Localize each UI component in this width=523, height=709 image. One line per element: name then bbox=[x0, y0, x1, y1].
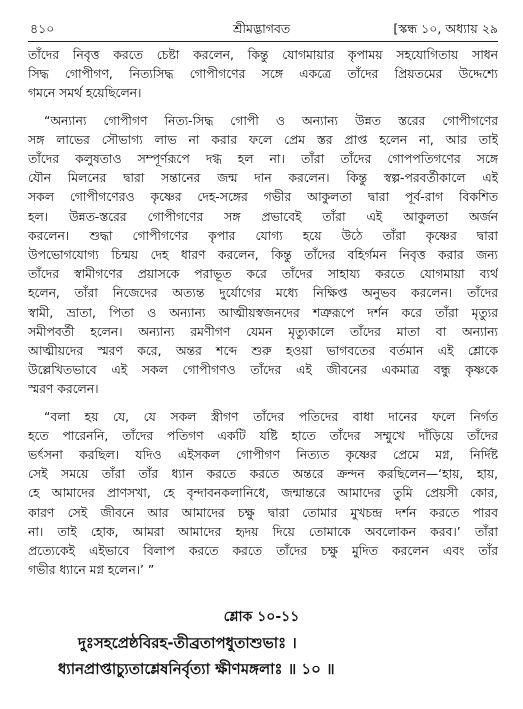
text-line: ভর্ৎসনা করছিল। যদিও এইসকল গোপীগণ নিত্যত কৃষ্ণের প্রেমে মগ্ন, নির্দিষ্ট bbox=[28, 448, 498, 463]
text-line: প্রত্যেকেই এইভাবে বিলাপ করতে করতে তাঁদের চক্ষু মুদিত করলেন এবং তাঁর bbox=[28, 544, 498, 559]
page-header bbox=[28, 20, 498, 38]
paragraph bbox=[28, 408, 498, 581]
purport-text bbox=[28, 46, 498, 580]
text-line: সঙ্গ লাভের সৌভাগ্য লাভ না করার ফলে প্রেম স্তর প্রাপ্ত হলেন না, আর তাই bbox=[28, 132, 498, 147]
chapter-reference: [স্কন্ধ ১০, অধ্যায় ২৯ bbox=[393, 21, 498, 36]
text-line: সমীপবর্তী হলেন। অন্যান্য রমণীগণ যেমন মৃত্যুকালে তাঁদের মাতা বা অন্যান্য bbox=[28, 324, 498, 339]
paragraph bbox=[28, 46, 498, 104]
text-line: কারণ সেই জীবনে আর আমাদের চক্ষু দ্বারা তোমার মুখচন্দ্র দর্শন করতে পারব bbox=[28, 505, 498, 520]
verse-line: দুঃসহপ্রেষ্ঠবিরহ-তীব্রতাপধুতাশুভাঃ । bbox=[78, 634, 297, 652]
text-line: উল্লেখিতভাবে এই সকল গোপীগণও তাঁদের এই জীবনের একমাত্র বন্ধু কৃষ্ণকে bbox=[28, 363, 498, 378]
text-line: হল। উন্নত-স্তরের গোপীগণের সঙ্গ প্রভাবেই তাঁরা এই আকুলতা অর্জন bbox=[28, 209, 498, 224]
text-line: হে আমাদের প্রাণসখা, হে বৃন্দাবনকলানিধে, জন্মান্তরে আমাদের তুমি প্রেয়সী কোর, bbox=[28, 486, 498, 501]
text-line: সকল গোপীগণেরও কৃষ্ণের দেহ-সঙ্গের গভীর আকুলতা দ্বারা পূর্ব-রাগ বিকশিত bbox=[28, 190, 498, 205]
text-line: আত্মীয়দের স্মরণ করে, অন্তর শব্দে শুরু হওয়া ভাগবতের বর্তমান এই শ্লোকে bbox=[28, 344, 498, 359]
text-line: সিদ্ধ গোপীগণ, নিত্যসিদ্ধ গোপীগণের সঙ্গে একত্রে তাঁদের প্রিয়তমের উদ্দেশ্যে bbox=[28, 67, 498, 82]
text-line: হলেন, তাঁরা নিজেদের অত্যন্ত দুর্যোগের মধ্যে নিক্ষিপ্ত অনুভব করলেন। তাঁদের bbox=[28, 286, 498, 301]
verse-line: ধ্যানপ্রাপ্তাচ্যুতাশ্লেষনির্বৃত্যা ক্ষীণমঙ্গলাঃ ॥ ১০ ॥ bbox=[58, 660, 335, 678]
text-line: না। তাই হোক, আমরা আমাদের হৃদয় দিয়ে তোমাকে অবলোকন করব।’ তাঁরা bbox=[28, 524, 498, 539]
paragraph bbox=[28, 112, 498, 400]
book-title: শ্রীমদ্ভাগবত bbox=[233, 21, 291, 36]
text-line: সেই সময়ে তাঁরা তাঁর ধ্যান করতে করতে অন্তরে ক্রন্দন করছিলেন—‘হায়, হায়, bbox=[28, 467, 498, 482]
text-line: স্মরণ করলেন। bbox=[28, 382, 99, 397]
text-line: তাঁদের স্বামীগণের প্রয়াসকে পরাভূত করে তাঁদের সাহায্য করতে যোগমায়া ব্যর্থ bbox=[28, 267, 498, 282]
text-line: উপভোগযোগ্য চিন্ময় দেহ ধারণ করলেন, কিন্তু তাঁদের বহির্গমন নিবৃত্ত করার জন্য bbox=[28, 248, 498, 263]
text-line: যৌন মিলনের দ্বারা সন্তানের জন্ম দান করলেন। কিন্তু স্বল্প-পরবর্তীকালে এই bbox=[28, 171, 498, 186]
text-line: হতে পারেননি, তাঁদের পতিগণ একটি যষ্টি হাতে তাঁদের সম্মুখে দাঁড়িয়ে তাঁদের bbox=[28, 428, 498, 443]
text-line: গভীর ধ্যানে মগ্ন হলেন।’ ” bbox=[28, 563, 155, 578]
verse-heading: শ্লোক ১০-১১ bbox=[223, 609, 300, 625]
header-rule bbox=[28, 41, 498, 42]
text-line: “বলা হয় যে, যে সকল স্ত্রীগণ তাঁদের পতিদের বাধা দানের ফলে নির্গত bbox=[44, 409, 498, 424]
text-line: “অন্যান্য গোপীগণ নিত্য-সিদ্ধ গোপী ও অন্যান্য উন্নত স্তরের গোপীগণের bbox=[44, 113, 498, 128]
text-line: তাঁদের কলুষতাও সম্পূর্ণরূপে দগ্ধ হল না। তাঁরা তাঁদের গোপপতিগণের সঙ্গে bbox=[28, 152, 498, 167]
page-number: ৪১০ bbox=[30, 21, 55, 36]
sanskrit-verse bbox=[58, 630, 478, 682]
text-line: তাঁদের নিবৃত্ত করতে চেষ্টা করলেন, কিন্তু যোগমায়ার কৃপাময় সহযোগিতায় সাধন bbox=[28, 48, 498, 62]
text-line: গমনে সমর্থ হয়েছিলেন। bbox=[28, 86, 142, 101]
text-line: স্বামী, ভ্রাতা, পিতা ও অন্যান্য আত্মীয়স্বজনদের শত্রুরূপে দর্শন করে তাঁরা মৃত্যুর bbox=[28, 305, 498, 320]
text-line: করলেন। শুদ্ধা গোপীগণের কৃপার যোগ্য হয়ে উঠে তাঁরা কৃষ্ণের দ্বারা bbox=[28, 228, 498, 243]
